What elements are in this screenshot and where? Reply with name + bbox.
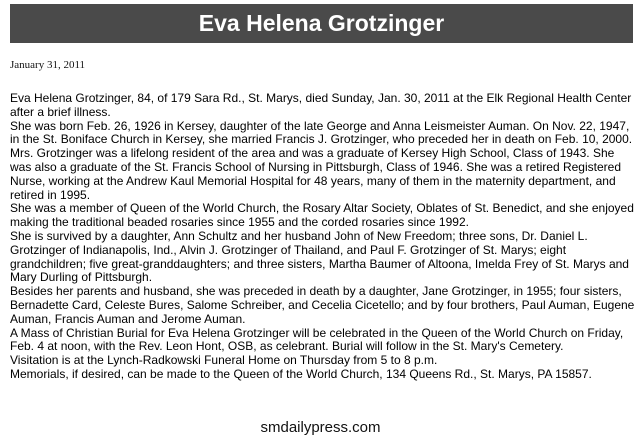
paragraph-memorials: Memorials, if desired, can be made to the Queen of the World Church, 134 Queens Rd., St. Marys, PA 15857. (10, 366, 592, 381)
paragraph-mass-burial: A Mass of Christian Burial for Eva Helena Grotzinger will be celebrated in the Queen of the World Church on Friday, Feb. 4 at noon, with the Rev. Leon Hont, OSB, as celebrant. Burial will follow in the St. Mary's Cemetery. (10, 325, 624, 354)
paragraph-visitation: Visitation is at the Lynch-Radkowski Funeral Home on Thursday from 5 to 8 p.m. (10, 353, 438, 368)
obituary-title: Eva Helena Grotzinger (10, 4, 633, 43)
publish-date: January 31, 2011 (10, 59, 86, 71)
paragraph-preceded-in-death: Besides her parents and husband, she was preceded in death by a daughter, Jane Grotzinger, in 1955; four sisters, Bernadette Card, Celeste Bures, Salome Schreiber, and Cecelia Cicetello; and by four brothers, Paul Auman, Eugene Auman, Francis Auman and Jerome Auman. (10, 284, 635, 326)
source-footer: smdailypress.com (260, 419, 381, 436)
obituary-body (10, 92, 638, 382)
paragraph-birth-marriage: She was born Feb. 26, 1926 in Kersey, daughter of the late George and Anna Leismeister Auman. On Nov. 22, 1947, in the St. Boniface Church in Kersey, she married Francis J. Grotzinger, who preceded her in death on Feb. 10, 2000. (10, 118, 633, 147)
paragraph-survivors: She is survived by a daughter, Ann Schultz and her husband John of New Freedom; three sons, Dr. Daniel L. Grotzinger of Indianapolis, Ind., Alvin J. Grotzinger of Thailand, and Paul F. Grotzinger of St. Marys; eight grandchildren; five great-granddaughters; and three sisters, Martha Baumer of Altoona, Imelda Frey of St. Marys and Mary Durling of Pittsburgh. (10, 228, 629, 285)
paragraph-death-notice: Eva Helena Grotzinger, 84, of 179 Sara Rd., St. Marys, died Sunday, Jan. 30, 2011 at the Elk Regional Health Center after a brief illness. (10, 91, 632, 119)
paragraph-education-career: Mrs. Grotzinger was a lifelong resident of the area and was a graduate of Kersey High School, Class of 1943. She was also a graduate of the St. Francis School of Nursing in Pittsburgh, Class of 1946. She was a retired Registered Nurse, working at the Andrew Kaul Memorial Hospital for 48 years, many of them in the maternity department, and retired in 1995. (10, 146, 621, 202)
paragraph-church-membership: She was a member of Queen of the World Church, the Rosary Altar Society, Oblates of St. Benedict, and she enjoyed making the traditional beaded rosaries since 1955 and the corded rosaries since 1992. (10, 201, 634, 230)
